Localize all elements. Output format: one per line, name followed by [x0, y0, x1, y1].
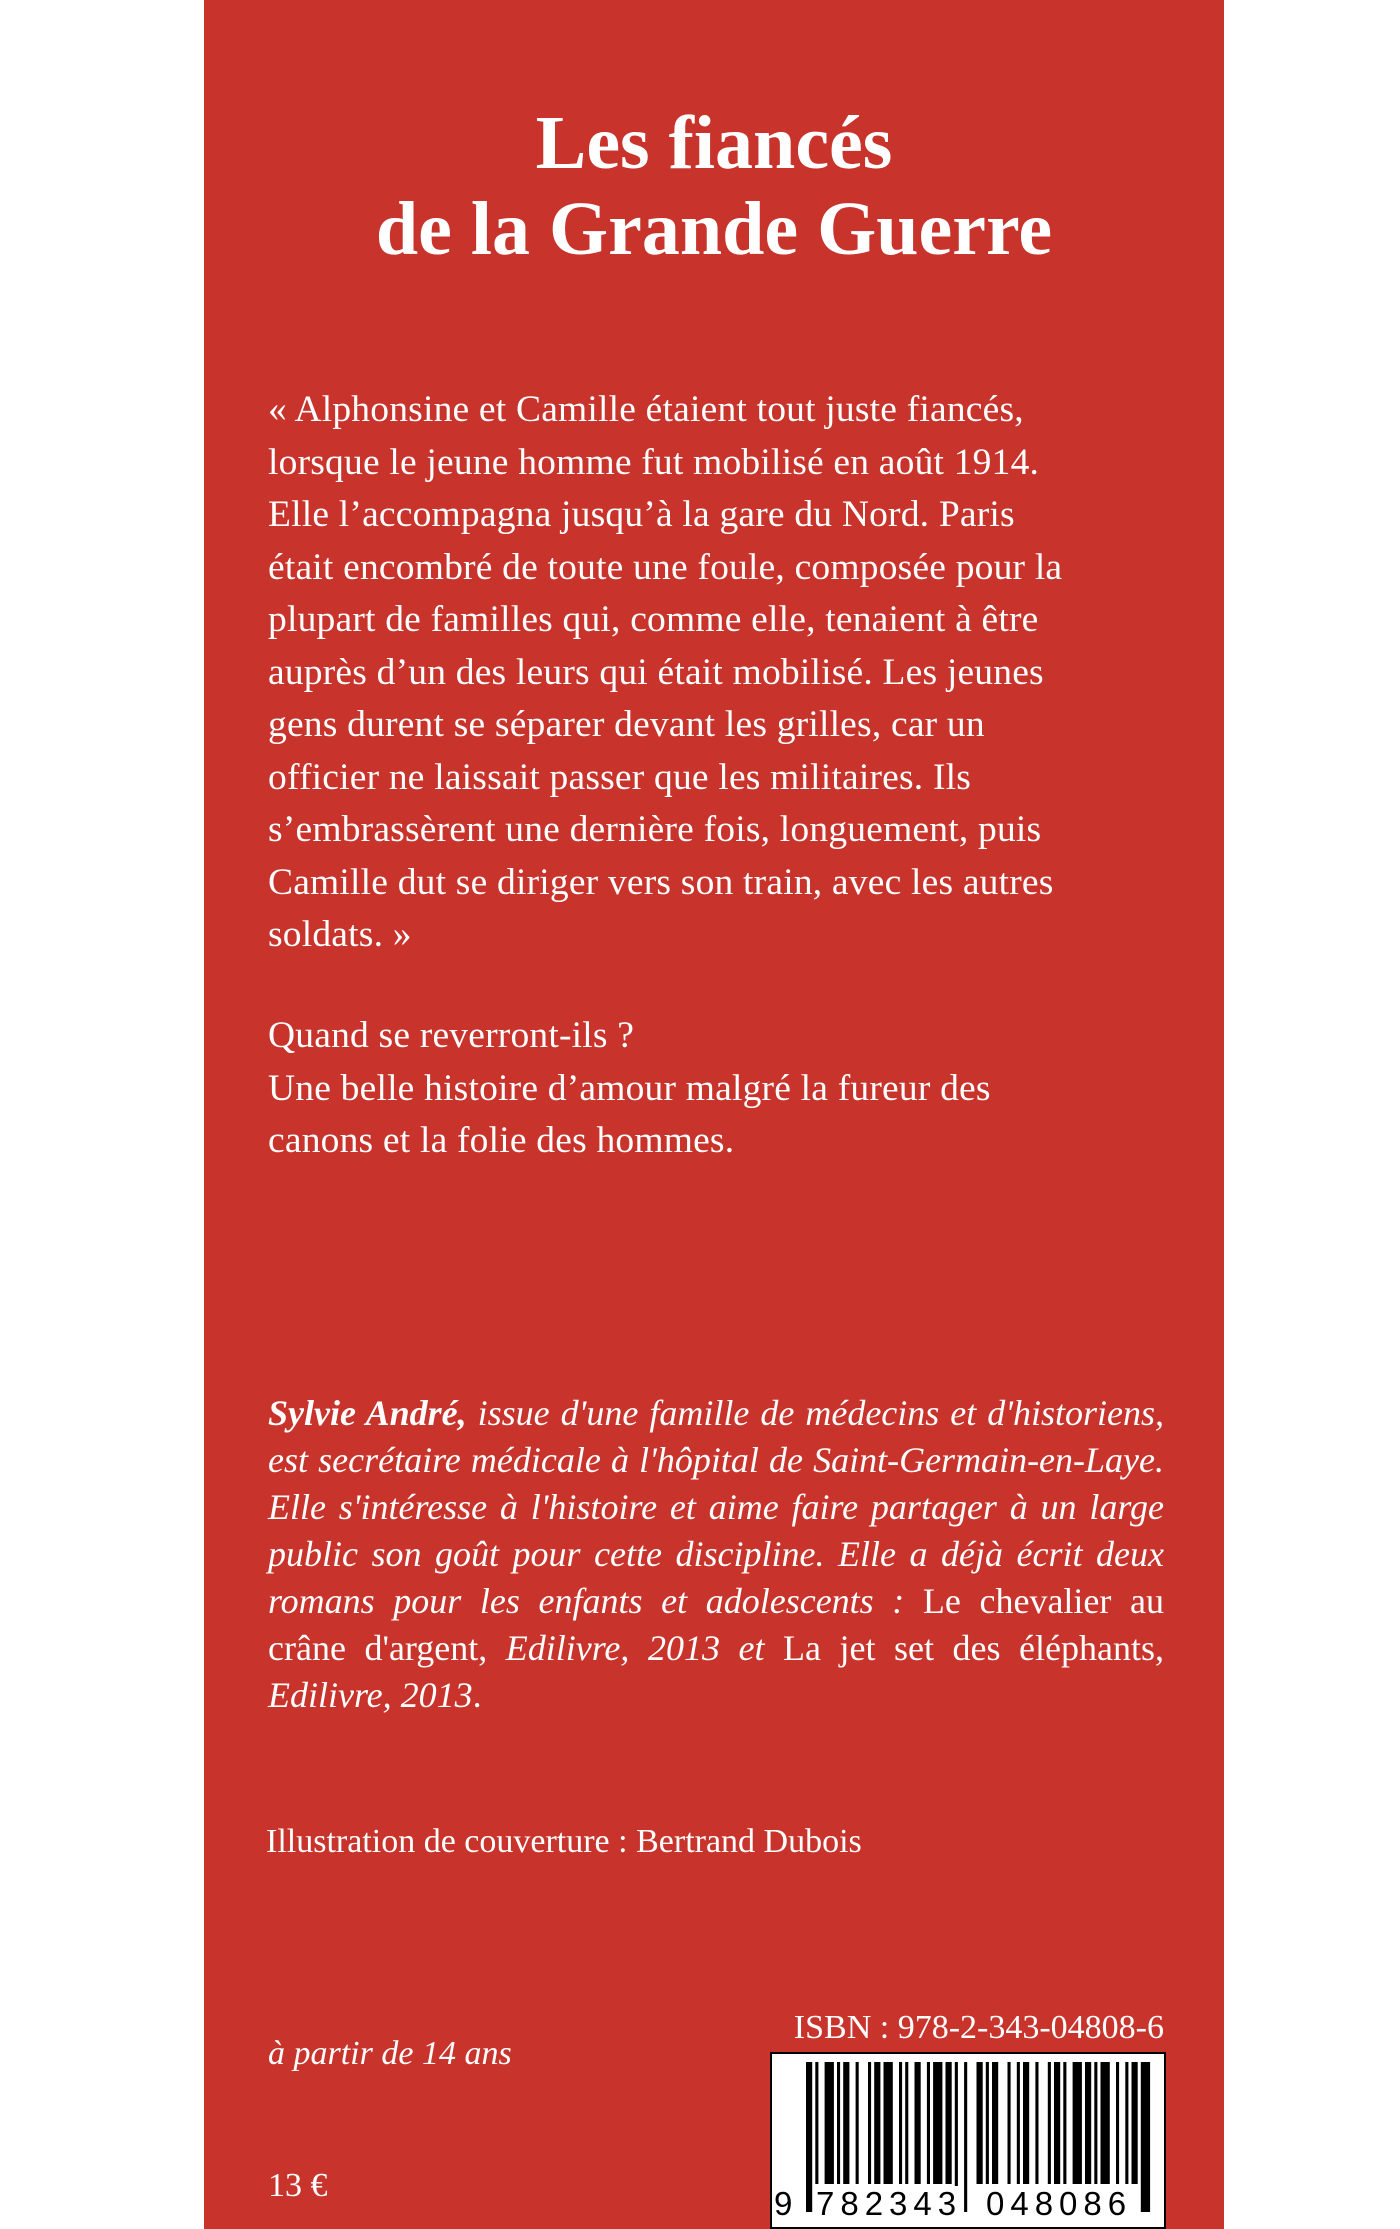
barcode-bar — [977, 2062, 983, 2184]
barcode-bar — [837, 2062, 840, 2184]
barcode-bar — [992, 2062, 998, 2184]
barcode — [770, 2052, 1166, 2229]
barcode-bar — [1017, 2062, 1020, 2184]
barcode-bar — [1054, 2062, 1060, 2184]
bio-text: issue d'une famille de médecins et d'historiens, est secrétaire médicale à l'hôpital de Saint-Germain-en-Laye. Elle s'intéresse à l'histoire et aime faire partager à un large public son goût pour cette discipline. Elle a déjà écrit deux romans pour les enfants et adolescents : — [268, 1393, 1164, 1621]
isbn-text: ISBN : 978-2-343-04808-6 — [793, 2009, 1164, 2046]
blurb-quote — [268, 384, 1164, 962]
barcode-bar — [1023, 2062, 1029, 2184]
barcode-bar — [1094, 2062, 1097, 2184]
teaser-line: canons et la folie des hommes. — [268, 1120, 735, 1161]
blurb-line: Camille dut se diriger vers son train, avec les autres — [268, 861, 1054, 903]
barcode-bar — [986, 2062, 989, 2184]
blurb-line: soldats. » — [268, 914, 412, 955]
blurb-line: s’embrassèrent une dernière fois, longuement, puis — [268, 809, 1042, 850]
author-bio — [268, 1390, 1164, 1719]
barcode-bar — [1008, 2062, 1011, 2184]
barcode-left-digits: 782343 — [816, 2185, 963, 2222]
bio-publisher-2: Edilivre, 2013 — [268, 1675, 473, 1715]
barcode-bar — [884, 2062, 893, 2184]
barcode-bar — [1101, 2062, 1110, 2184]
barcode-bar — [1132, 2062, 1138, 2184]
barcode-right-digits: 048086 — [986, 2185, 1133, 2222]
barcode-bar — [806, 2062, 812, 2212]
barcode-bar — [946, 2062, 952, 2184]
barcode-first-digit: 9 — [774, 2185, 793, 2222]
barcode-bar — [856, 2062, 859, 2184]
blurb-line: Elle l’accompagna jusqu’à la gare du Nord. Paris — [268, 494, 1015, 535]
blurb-line: lorsque le jeune homme fut mobilisé en août 1914. — [268, 441, 1040, 483]
blurb-line: plupart de familles qui, comme elle, tenaient à être — [268, 599, 1039, 640]
back-cover — [204, 0, 1224, 2229]
barcode-bar — [899, 2062, 902, 2184]
barcode-bar — [815, 2062, 818, 2184]
barcode-bar — [1141, 2062, 1150, 2212]
barcode-bar — [868, 2062, 871, 2184]
barcode-bar — [1048, 2062, 1051, 2184]
bio-publisher-1: Edilivre, 2013 et — [505, 1628, 783, 1668]
barcode-bar — [915, 2062, 921, 2184]
barcode-bar — [933, 2062, 942, 2184]
blurb-line: « Alphonsine et Camille étaient tout juste fiancés, — [268, 389, 1024, 430]
barcode-bar — [1116, 2062, 1119, 2184]
title-line-2: de la Grande Guerre — [375, 187, 1053, 271]
barcode-bar — [927, 2062, 930, 2184]
illustration-credit: Illustration de couverture : Bertrand Dubois — [266, 1823, 862, 1860]
teaser-line: Une belle histoire d’amour malgré la fureur des — [268, 1067, 991, 1109]
bio-end: . — [472, 1675, 482, 1715]
teaser-question: Quand se reverront-ils ? — [268, 1015, 635, 1056]
blurb-line: était encombré de toute une foule, composée pour la — [268, 546, 1063, 588]
book-title — [204, 100, 1224, 272]
teaser — [268, 1010, 1164, 1168]
barcode-bar — [1063, 2062, 1066, 2184]
blurb-line: auprès d’un des leurs qui était mobilisé. Les jeunes — [268, 651, 1044, 693]
blurb-line: gens durent se séparer devant les grilles, car un — [268, 704, 985, 745]
title-line-1: Les fiancés — [535, 101, 893, 185]
barcode-bar — [905, 2062, 908, 2184]
barcode-bar — [964, 2062, 967, 2212]
bio-book-1: Le chevalier au crâne d'argent, — [268, 1581, 1164, 1668]
bio-book-2: La jet set des éléphants, — [782, 1628, 1164, 1668]
barcode-bar — [1073, 2062, 1082, 2184]
blurb-line: officier ne laissait passer que les militaires. Ils — [268, 756, 972, 798]
price: 13 € — [268, 2167, 328, 2204]
barcode-bar — [1085, 2062, 1091, 2184]
barcode-bar — [1125, 2062, 1128, 2184]
barcode-bar — [1035, 2062, 1038, 2184]
author-name: Sylvie André, — [268, 1393, 467, 1433]
barcode-bar — [825, 2062, 834, 2184]
barcode-bar — [874, 2062, 880, 2184]
age-rating: à partir de 14 ans — [268, 2035, 512, 2072]
barcode-bar — [843, 2062, 849, 2184]
